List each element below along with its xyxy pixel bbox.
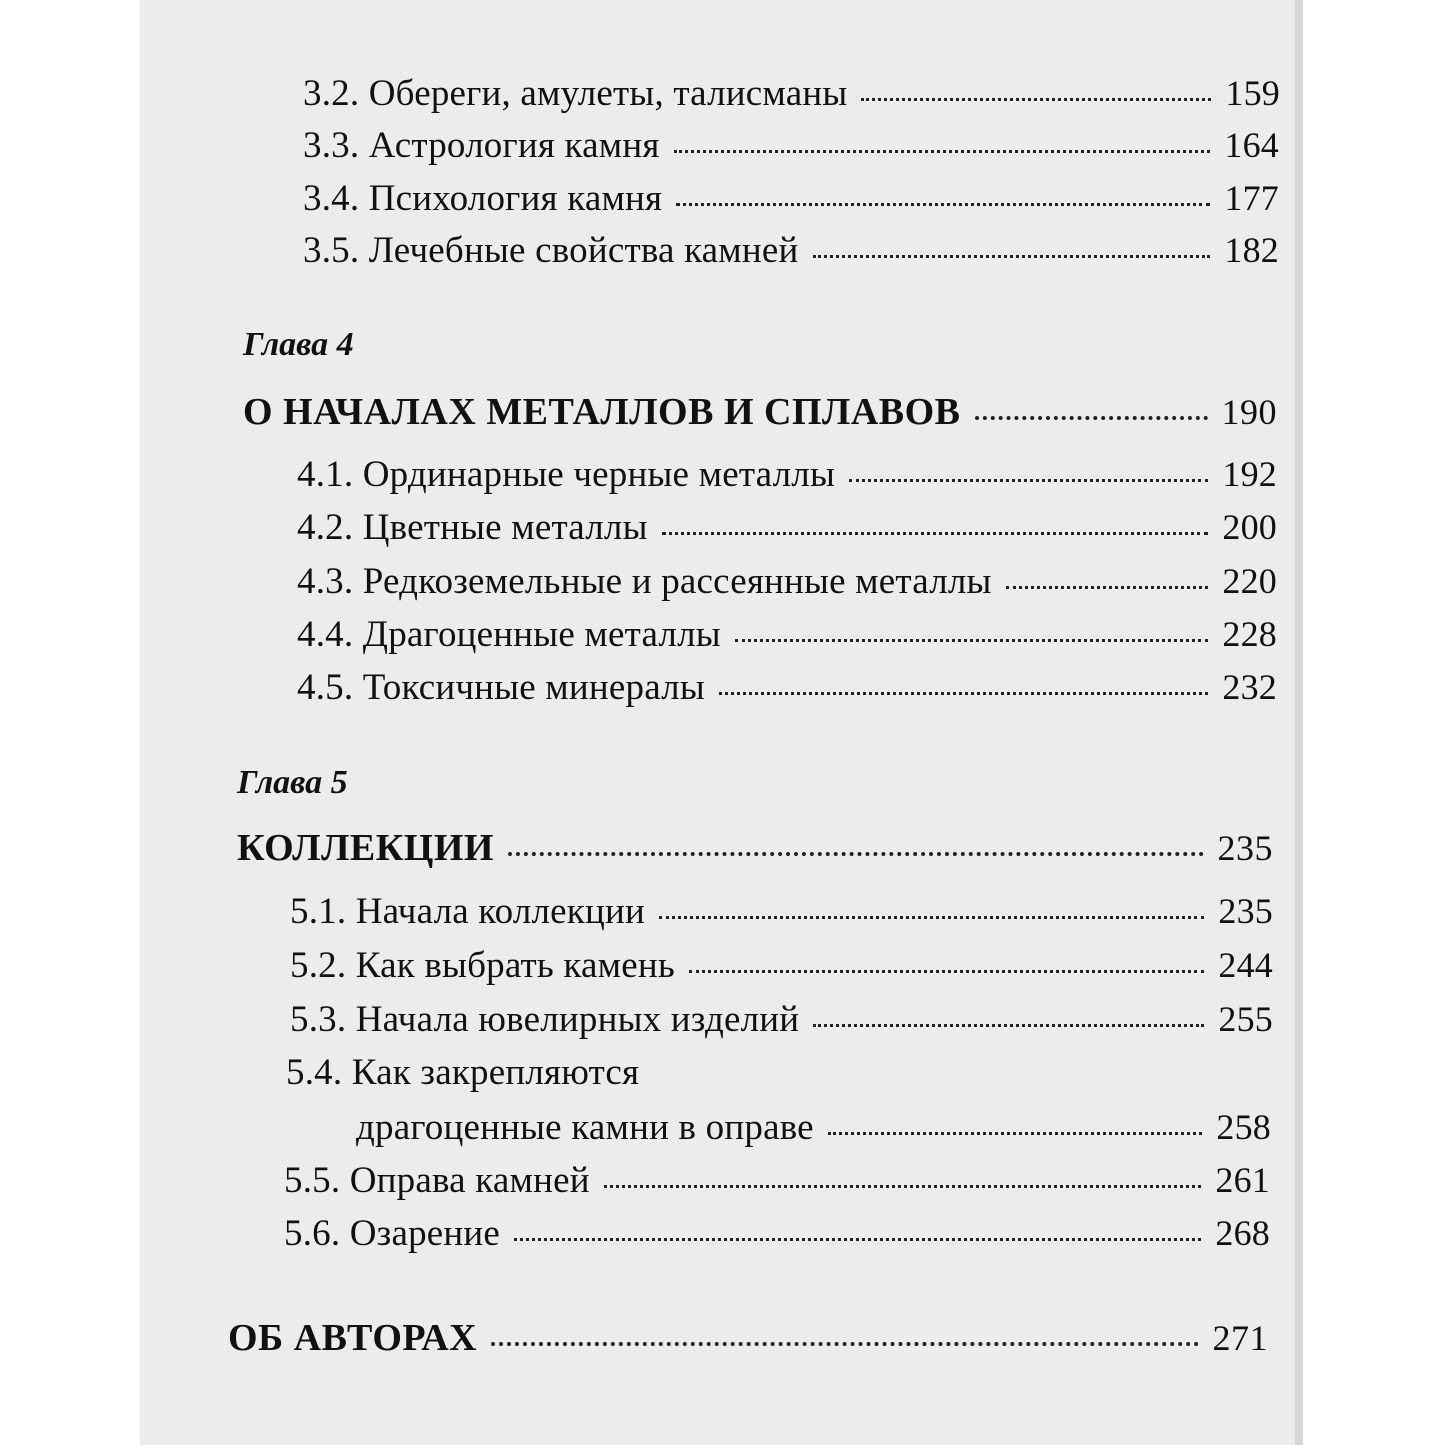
- about-authors-row: [228, 1316, 1268, 1360]
- toc-entry-page: 235: [1218, 891, 1273, 931]
- toc-entry-label: 4.3. Редкоземельные и рассеянные металлы: [297, 561, 992, 602]
- page-edge-shadow: [1295, 0, 1303, 1445]
- toc-entry-page: 177: [1224, 178, 1279, 218]
- dot-leader: [813, 255, 1211, 258]
- toc-entry-label: 5.1. Начала коллекции: [290, 891, 645, 932]
- toc-entry: [303, 72, 1280, 115]
- toc-entry-page: 228: [1222, 614, 1277, 654]
- toc-entry: [297, 506, 1277, 549]
- toc-entry-page: 159: [1225, 73, 1280, 113]
- toc-entry-label: 3.2. Обереги, амулеты, талисманы: [303, 73, 848, 114]
- dot-leader: [975, 416, 1208, 420]
- dot-leader: [813, 1024, 1204, 1027]
- dot-leader: [662, 532, 1209, 535]
- toc-entry-label: драгоценные камни в оправе: [356, 1107, 814, 1148]
- chapter-5-title-row: [237, 826, 1273, 870]
- dot-leader: [514, 1238, 1201, 1241]
- toc-entry-page: 164: [1224, 125, 1279, 165]
- book-page: [140, 0, 1303, 1445]
- toc-entry-page: 244: [1218, 945, 1273, 985]
- toc-entry: [297, 453, 1277, 496]
- chapter-5-page: 235: [1217, 828, 1273, 868]
- dot-leader: [491, 1342, 1198, 1346]
- chapter-5-label: Глава 5: [237, 764, 348, 801]
- dot-leader: [508, 852, 1204, 856]
- toc-entry: [297, 560, 1277, 603]
- toc-entry-label: 5.6. Озарение: [284, 1213, 501, 1254]
- toc-entry-label: 5.5. Оправа камней: [284, 1160, 590, 1201]
- chapter-5-title: КОЛЛЕКЦИИ: [237, 827, 494, 869]
- dot-leader: [604, 1185, 1202, 1188]
- dot-leader: [689, 970, 1204, 973]
- dot-leader: [676, 203, 1210, 206]
- dot-leader: [674, 150, 1211, 153]
- toc-entry: [290, 944, 1273, 987]
- toc-entry-label: 3.4. Психология камня: [303, 178, 663, 219]
- toc-entry-page: 220: [1222, 561, 1277, 601]
- toc-entry-page: 258: [1216, 1107, 1271, 1147]
- dot-leader: [828, 1132, 1203, 1135]
- chapter-4-page: 190: [1221, 392, 1277, 432]
- toc-entry-label: 4.1. Ординарные черные металлы: [297, 454, 836, 495]
- toc-entry: [290, 890, 1273, 933]
- toc-entry-page: 192: [1222, 454, 1277, 494]
- toc-entry-label: 4.4. Драгоценные металлы: [297, 614, 721, 655]
- chapter-4-title: О НАЧАЛАХ МЕТАЛЛОВ И СПЛАВОВ: [243, 391, 961, 433]
- toc-entry: [284, 1212, 1270, 1255]
- toc-entry: [297, 613, 1277, 656]
- dot-leader: [861, 98, 1211, 101]
- table-of-contents: [140, 0, 1303, 1445]
- toc-entry: [303, 177, 1279, 220]
- toc-entry-page: 255: [1218, 999, 1273, 1039]
- toc-entry: [290, 998, 1273, 1041]
- dot-leader: [659, 916, 1204, 919]
- toc-entry: [286, 1051, 886, 1094]
- toc-entry-page: 261: [1215, 1160, 1270, 1200]
- about-authors-page: 271: [1212, 1318, 1268, 1358]
- dot-leader: [1006, 586, 1209, 589]
- toc-entry-continuation: [356, 1106, 1271, 1149]
- toc-entry: [297, 666, 1277, 709]
- chapter-4-label: Глава 4: [243, 326, 354, 363]
- toc-entry-label: 4.2. Цветные металлы: [297, 507, 648, 548]
- toc-entry-page: 232: [1222, 667, 1277, 707]
- chapter-4-title-row: [243, 390, 1277, 434]
- dot-leader: [719, 692, 1208, 695]
- about-authors-title: ОБ АВТОРАХ: [228, 1317, 478, 1359]
- toc-entry: [303, 229, 1279, 272]
- toc-entry-page: 182: [1224, 230, 1279, 270]
- dot-leader: [735, 639, 1209, 642]
- toc-entry-label: 3.5. Лечебные свойства камней: [303, 230, 799, 271]
- toc-entry: [284, 1159, 1270, 1202]
- toc-entry-label: 4.5. Токсичные минералы: [297, 667, 705, 708]
- toc-entry-page: 268: [1215, 1213, 1270, 1253]
- toc-entry-label: 5.4. Как закрепляются: [286, 1052, 640, 1093]
- toc-entry: [303, 124, 1279, 167]
- dot-leader: [849, 479, 1208, 482]
- toc-entry-label: 5.3. Начала ювелирных изделий: [290, 999, 800, 1040]
- toc-entry-label: 5.2. Как выбрать камень: [290, 945, 675, 986]
- toc-entry-page: 200: [1222, 507, 1277, 547]
- toc-entry-label: 3.3. Астрология камня: [303, 125, 660, 166]
